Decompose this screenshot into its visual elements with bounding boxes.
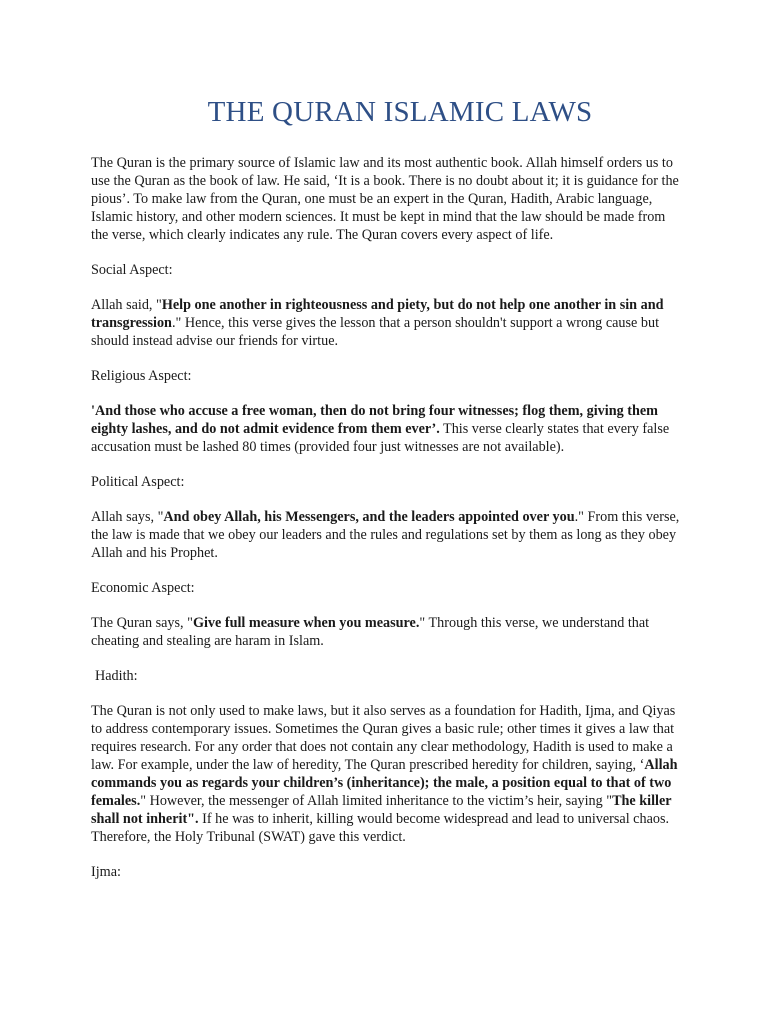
document-page	[91, 94, 681, 898]
hadith-quote-2: The killer shall not inherit".	[91, 793, 672, 827]
political-aspect-heading: Political Aspect:	[91, 474, 185, 490]
economic-aspect-heading: Economic Aspect:	[91, 580, 195, 596]
economic-post-text: " Through this verse, we understand that cheating and stealing are haram in Islam.	[91, 615, 650, 649]
economic-aspect-paragraph	[91, 614, 681, 650]
religious-quote: 'And those who accuse a free woman, then do not bring four witnesses; flog them, giving them eighty lashes, and do not admit evidence from them ever’.	[91, 403, 658, 437]
social-pre-text: Allah said, "	[91, 297, 162, 313]
political-aspect-paragraph	[91, 508, 681, 562]
religious-aspect-paragraph	[91, 402, 681, 456]
hadith-paragraph	[91, 702, 681, 846]
social-aspect-paragraph	[91, 296, 681, 350]
social-aspect-heading: Social Aspect:	[91, 262, 173, 278]
political-post-text: ." From this verse, the law is made that we obey our leaders and the rules and regulations set by them as long as they obey Allah and his Prophet.	[91, 509, 680, 561]
social-quote: Help one another in righteousness and piety, but do not help one another in sin and transgression	[91, 297, 664, 331]
political-quote: And obey Allah, his Messengers, and the leaders appointed over you	[163, 509, 575, 525]
hadith-heading: Hadith:	[95, 668, 138, 684]
intro-paragraph: The Quran is the primary source of Islamic law and its most authentic book. Allah himself orders us to use the Quran as the book of law. He said, ‘It is a book. There is no doubt about it; it is guidance for the pious’. To make law from the Quran, one must be an expert in the Quran, Hadith, Arabic language, Islamic history, and other modern sciences. It must be kept in mind that the law should be made from the verse, which clearly indicates any rule. The Quran covers every aspect of life.	[91, 155, 679, 243]
hadith-quote-1: Allah commands you as regards your children’s (inheritance); the male, a position equal to that of two females.	[91, 757, 678, 809]
ijma-heading: Ijma:	[91, 864, 121, 880]
social-post-text: ." Hence, this verse gives the lesson that a person shouldn't support a wrong cause but should instead advise our friends for virtue.	[91, 315, 660, 349]
political-pre-text: Allah says, "	[91, 509, 164, 525]
economic-pre-text: The Quran says, "	[91, 615, 193, 631]
hadith-text-1: The Quran is not only used to make laws, but it also serves as a foundation for Hadith, Ijma, and Qiyas to address contemporary issues. Sometimes the Quran gives a basic rule; other times it gives a law that requires research. For any order that does not contain any clear methodology, Hadith is used to make a law. For example, under the law of heredity, The Quran prescribed heredity for children, saying, ‘	[91, 703, 676, 773]
hadith-text-3: If he was to inherit, killing would become widespread and lead to universal chaos. Therefore, the Holy Tribunal (SWAT) gave this verdict.	[91, 811, 670, 845]
religious-post-text: This verse clearly states that every false accusation must be lashed 80 times (provided four just witnesses are not available).	[91, 421, 670, 455]
religious-aspect-heading: Religious Aspect:	[91, 368, 192, 384]
hadith-text-2: " However, the messenger of Allah limited inheritance to the victim’s heir, saying "	[140, 793, 613, 809]
economic-quote: Give full measure when you measure.	[192, 615, 420, 631]
document-title: THE QURAN ISLAMIC LAWS	[207, 96, 593, 128]
